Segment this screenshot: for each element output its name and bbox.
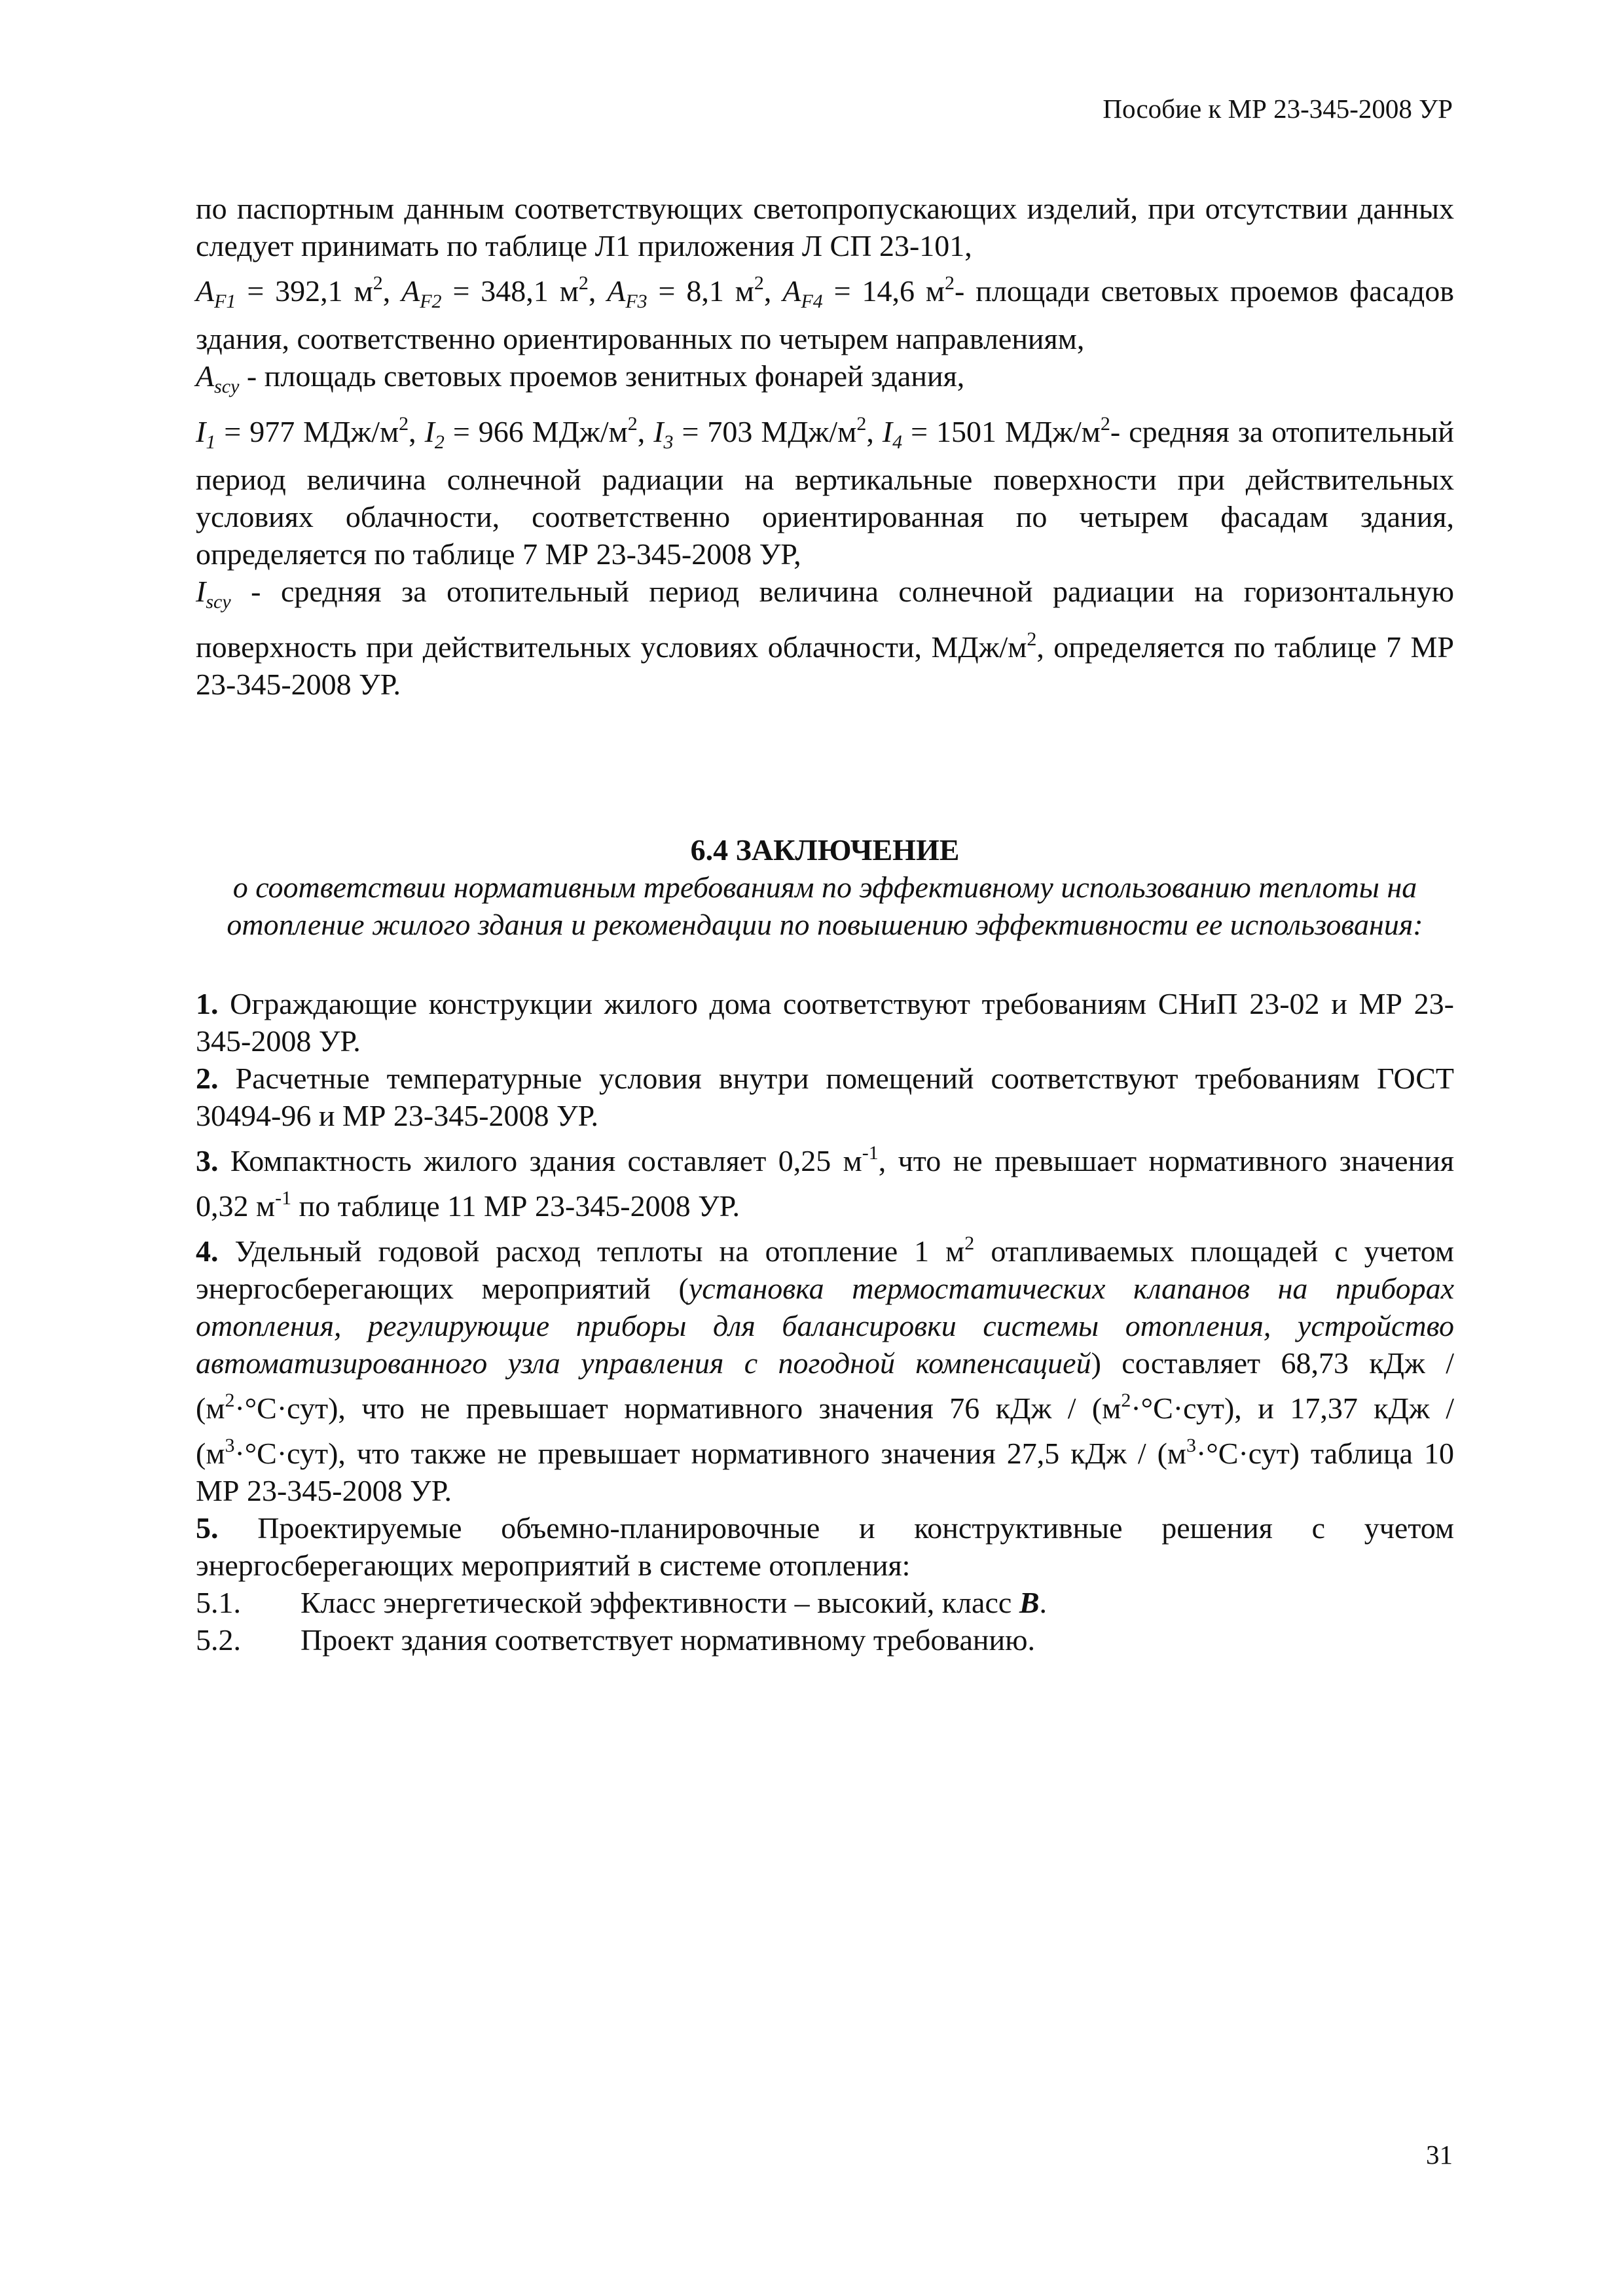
- definition-window-areas: $A_{F1} = 392,1$ $м^2$, $A_{F2} = 348,1$ $м^2$, $A_{F3} = 8,1$ $м^2$, $A_{F4} = 14,6$ $м^2-$ площади световых проемов фасадов здания, соответственно ориентированных по четырем направлениям,: [196, 272, 1454, 355]
- section-title: 6.4 ЗАКЛЮЧЕНИЕ: [690, 833, 960, 867]
- conclusion-item: 2. Расчетные температурные условия внутри помещений соответствуют требованиям ГОСТ 30494-96 и МР 23-345-2008 УР.: [196, 1062, 1454, 1132]
- conclusion-item: 5. Проектируемые объемно-планировочные и конструктивные решения с учетом энергосберегающих мероприятий в системе отопления:: [196, 1511, 1454, 1582]
- running-head: Пособие к МР 23-345-2008 УР: [1103, 94, 1453, 124]
- spacer: [196, 943, 1454, 985]
- definition-intro: по паспортным данным соответствующих светопропускающих изделий, при отсутствии данных следует принимать по таблице Л1 приложения Л СП 23-101,: [196, 192, 1454, 262]
- page-content: [196, 190, 1454, 1659]
- definition-vertical-radiation: $I_1 = 977$ МДж/$м^2$, $I_2 = 966$ МДж/$м^2$, $I_3 = 703$ МДж/$м^2$, $I_4 = 1501$ МДж/$м^2-$ средняя за отопительный период величина солнечной радиации на вертикальные поверхности при действительных условиях облачности, соответственно ориентированная по четырем фасадам здания, определяется по таблице 7 МР 23-345-2008 УР,: [196, 413, 1454, 571]
- conclusion-item: 1. Ограждающие конструкции жилого дома соответствуют требованиям СНиП 23-02 и МР 23-345-2008 УР.: [196, 987, 1454, 1058]
- conclusion-item: 3. Компактность жилого здания составляет 0,25 $м^{-1}$, что не превышает нормативного значения 0,32 $м^{-1}$ по таблице 11 МР 23-345-2008 УР.: [196, 1142, 1454, 1223]
- conclusion-item: 4. Удельный годовой расход теплоты на отопление 1 $м^2$ отапливаемых площадей с учетом энергосберегающих мероприятий (установка термостатических клапанов на приборах отопления, регулирующие приборы для балансировки системы отопления, устройство автоматизированного узла управления с погодной компенсацией) составляет 68,73 кДж / $(м^2\cdot^\circ С\cdot сут)$, что не превышает нормативного значения 76 кДж / $(м^2\cdot^\circ С\cdot сут)$, и 17,37 кДж / $(м^3\cdot^\circ С\cdot сут)$, что также не превышает нормативного значения 27,5 кДж / $(м^3\cdot^\circ С\cdot сут)$ таблица 10 МР 23-345-2008 УР.: [196, 1232, 1455, 1507]
- conclusion-subitem: 5.2. Проект здания соответствует нормативному требованию.: [196, 1623, 1035, 1657]
- definition-horizontal-radiation: $I_{scy}$ - средняя за отопительный период величина солнечной радиации на горизонтальную поверхность при действительных условиях облачности, МДж/$м^2$, определяется по таблице 7 МР 23-345-2008 УР.: [196, 575, 1454, 701]
- section-subtitle: о соответствии нормативным требованиям по эффективному использованию теплоты на отопление жилого здания и рекомендации по повышению эффективности ее использования:: [227, 870, 1423, 941]
- conclusion-subitem: 5.1. Класс энергетической эффективности – высокий, класс В.: [196, 1586, 1047, 1619]
- definition-skylight-area: $A_{scy}$ - площадь световых проемов зенитных фонарей здания,: [196, 359, 965, 397]
- page-number: 31: [1426, 2140, 1453, 2170]
- spacer: [196, 703, 1454, 831]
